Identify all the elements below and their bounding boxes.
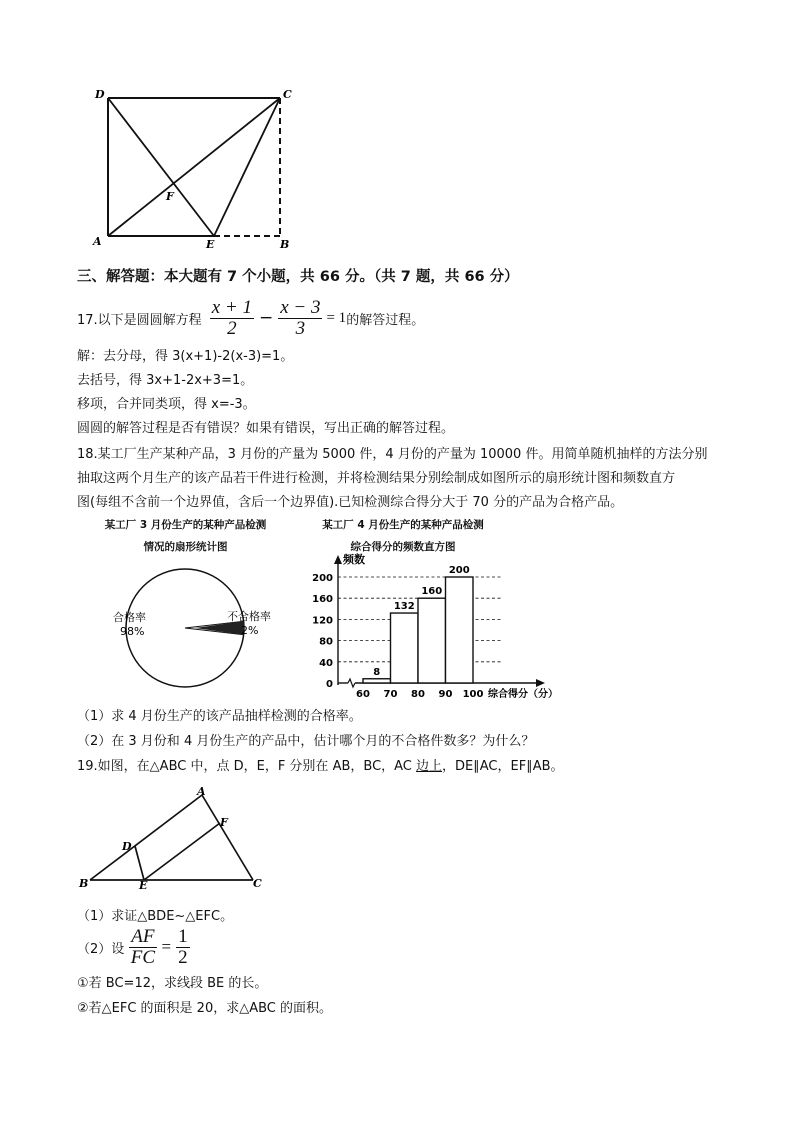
label-F: F xyxy=(166,190,174,203)
y-tick-40: 40 xyxy=(319,657,333,669)
q17-step-3: 移项，合并同类项，得 x=-3。 xyxy=(77,397,256,412)
histogram-title-line-1: 某工厂 4 月份生产的某种产品检测 xyxy=(322,519,484,531)
x-axis-label: 综合得分（分） xyxy=(488,689,558,700)
q19-rhs-den: 2 xyxy=(178,946,188,968)
segment-DE xyxy=(135,846,144,880)
label-E: E xyxy=(139,879,148,891)
x-tick-60: 60 xyxy=(356,689,370,700)
bar-90-100 xyxy=(446,577,474,683)
q19-statement xyxy=(77,755,564,774)
bar-60-70 xyxy=(363,679,391,683)
data-label-70-80: 132 xyxy=(393,601,415,613)
q19-sub-1: （1）求证△BDE~△EFC。 xyxy=(77,909,234,924)
q19-text-underlined: 边上 xyxy=(416,759,443,774)
q17-minus: − xyxy=(258,308,274,328)
label-B: B xyxy=(79,877,89,890)
x-tick-70: 70 xyxy=(383,689,398,700)
segment-CE xyxy=(214,98,280,236)
pie-title-line-1: 某工厂 3 月份生产的某种产品检测 xyxy=(104,519,267,531)
q17-frac1-num: x + 1 xyxy=(211,296,252,318)
q18-text-3: 图(每组不含前一个边界值，含后一个边界值).已知检测综合得分大于 70 分的产品为合格产品。 xyxy=(77,495,624,510)
y-axis-label: 频数 xyxy=(343,553,365,566)
q19-frac-num: AF xyxy=(131,925,155,947)
segment-DE xyxy=(108,98,214,236)
segment-EF xyxy=(144,823,220,880)
q17-frac1-den: 2 xyxy=(227,317,237,339)
q19-frac-den: FC xyxy=(130,946,156,968)
q19-sub2-prefix: （2）设 xyxy=(77,941,125,957)
section-heading: 三、解答题：本大题有 7 个小题，共 66 分。（共 7 题，共 66 分） xyxy=(77,269,519,285)
x-axis-arrow xyxy=(536,679,545,687)
data-label-80-90: 160 xyxy=(421,586,443,598)
label-E: E xyxy=(206,238,215,251)
triangle-figure xyxy=(75,783,275,891)
histogram-title-line-2: 综合得分的频数直方图 xyxy=(350,541,456,553)
pie-chart-title xyxy=(83,517,288,554)
segment-AC xyxy=(202,795,253,880)
q17-rhs: = 1 xyxy=(326,309,347,326)
pie-title-line-2: 情况的扇形统计图 xyxy=(143,541,228,553)
histogram-chart xyxy=(300,548,570,700)
q19-item-2: ②若△EFC 的面积是 20，求△ABC 的面积。 xyxy=(77,1001,333,1016)
pie-chart xyxy=(95,565,285,690)
q17-fraction-1 xyxy=(210,298,254,339)
label-A: A xyxy=(93,235,102,248)
pie-label-pass: 合格率 xyxy=(113,611,146,624)
pie-label-fail: 不合格率 xyxy=(227,610,271,623)
data-label-90-100: 200 xyxy=(448,565,470,576)
q19-item-1: ①若 BC=12，求线段 BE 的长。 xyxy=(77,976,268,991)
y-tick-0: 0 xyxy=(326,679,333,690)
y-tick-200: 200 xyxy=(312,573,333,584)
bar-70-80 xyxy=(391,613,419,683)
q18-sub-2: （2）在 3 月份和 4 月份生产的产品中，估计哪个月的不合格件数多？为什么？ xyxy=(77,734,535,749)
q17-frac2-num: x − 3 xyxy=(280,296,321,318)
label-D: D xyxy=(122,840,132,853)
y-tick-120: 120 xyxy=(312,615,333,627)
y-axis-arrow xyxy=(334,555,342,564)
q18-text-2: 抽取这两个月生产的该产品若干件进行检测，并将检测结果分别绘制成如图所示的扇形统计图和频数直方 xyxy=(77,471,676,486)
q17-frac2-den: 3 xyxy=(295,317,306,339)
q19-text-post: ，DE∥AC，EF∥AB。 xyxy=(442,759,564,774)
q17-tail: 的解答过程。 xyxy=(346,312,425,328)
label-A: A xyxy=(197,785,206,798)
bar-80-90 xyxy=(418,598,446,683)
q19-rhs-num: 1 xyxy=(178,925,188,947)
label-C: C xyxy=(253,877,262,890)
pie-value-fail: 2% xyxy=(241,624,259,637)
square-figure xyxy=(90,85,305,255)
x-tick-80: 80 xyxy=(411,689,425,700)
q17-step-1: 解：去分母，得 3(x+1)-2(x-3)=1。 xyxy=(77,349,294,364)
q18-sub-1: （1）求 4 月份生产的该产品抽样检测的合格率。 xyxy=(77,709,362,724)
x-tick-90: 90 xyxy=(438,689,453,700)
data-label-60-70: 8 xyxy=(373,666,381,678)
segment-AC xyxy=(108,98,280,236)
q17-step-4: 圆圆的解答过程是否有错误？如果有错误，写出正确的解答过程。 xyxy=(77,421,455,436)
label-D: D xyxy=(95,88,105,101)
q17-step-2: 去括号，得 3x+1-2x+3=1。 xyxy=(77,373,254,388)
label-F: F xyxy=(220,816,228,829)
pie-value-pass: 98% xyxy=(120,625,145,638)
q19-ratio-value xyxy=(176,927,190,968)
segment-BA xyxy=(90,795,202,880)
y-tick-80: 80 xyxy=(319,636,333,648)
label-B: B xyxy=(280,238,290,251)
y-tick-160: 160 xyxy=(312,594,333,606)
q18-text-1: 18.某工厂生产某种产品，3 月份的产量为 5000 件，4 月份的产量为 10000 件。用简单随机抽样的方法分别 xyxy=(77,447,708,462)
q17-fraction-2 xyxy=(278,298,322,339)
label-C: C xyxy=(283,88,292,101)
q19-sub-2 xyxy=(77,925,190,969)
q17-intro: 17.以下是圆圆解方程 xyxy=(77,312,202,328)
x-axis-break xyxy=(348,679,355,687)
q19-ratio-af-fc xyxy=(129,927,156,968)
x-tick-100: 100 xyxy=(462,689,484,700)
q17-statement xyxy=(77,295,424,341)
q19-text-pre: 19.如图，在△ABC 中，点 D，E，F 分别在 AB，BC，AC xyxy=(77,759,417,774)
q19-equals: = xyxy=(161,937,172,956)
